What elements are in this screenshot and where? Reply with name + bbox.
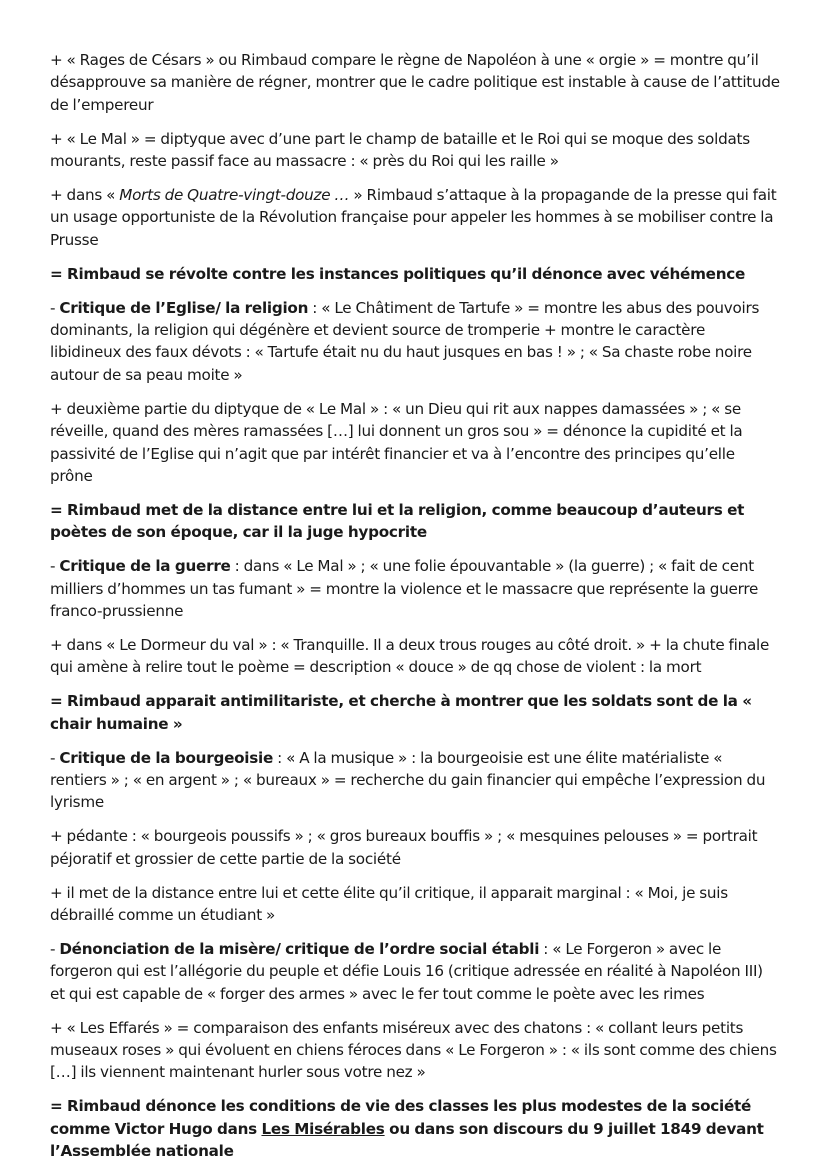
conclusion-text: = Rimbaud met de la distance entre lui et la religion, comme beaucoup d’auteurs et poètes de son époque, car il la juge hypocrite [50, 500, 745, 542]
conclusion-text-after: ou dans son discours du 9 juillet 1849 devant l’Assemblée nationale [50, 1119, 764, 1161]
paragraph-text-after: : dans « Le Mal » ; « une folie épouvantable » (la guerre) ; « fait de cent milliers d’hommes un tas fumant » = montre la violence et le massacre que représente la guerre franco-prussienne [50, 557, 759, 621]
paragraph-rages-de-cesars [50, 49, 780, 116]
conclusion-religion [50, 499, 780, 544]
paragraph-dormeur-du-val [50, 634, 780, 679]
paragraph-morts-de-92 [50, 184, 780, 251]
paragraph-critique-religion [50, 297, 780, 387]
document-page [50, 49, 780, 1174]
paragraph-text: + il met de la distance entre lui et cette élite qu’il critique, il apparait marginal : « Moi, je suis débraillé comme un étudiant » [50, 883, 728, 924]
conclusion-politique [50, 263, 780, 285]
paragraph-le-mal-dieu [50, 398, 780, 488]
conclusion-misere [50, 1095, 780, 1162]
paragraph-text-after: : « Le Forgeron » avec le forgeron qui est l’allégorie du peuple et défie Louis 16 (critique adressée en réalité à Napoléon III) et qui est capable de « forger des armes » avec le fer tout comme le poète avec les rimes [50, 939, 763, 1003]
bullet-dash: - [50, 557, 60, 576]
section-heading-misere: Dénonciation de la misère/ critique de l’ordre social établi [59, 939, 540, 958]
conclusion-text: = Rimbaud apparait antimilitariste, et cherche à montrer que les soldats sont de la « chair humaine » [50, 692, 752, 733]
paragraph-text: + pédante : « bourgeois poussifs » ; « gros bureaux bouffis » ; « mesquines pelouses » = portrait péjoratif et grossier de cette partie de la société [50, 827, 758, 868]
conclusion-guerre [50, 690, 780, 735]
paragraph-text: + « Le Mal » = diptyque avec d’une part le champ de bataille et le Roi qui se moque des soldats mourants, reste passif face au massacre : « près du Roi qui les raille » [50, 129, 750, 171]
paragraph-marginal [50, 882, 780, 927]
paragraph-le-mal-roi [50, 128, 780, 173]
paragraph-les-effares [50, 1017, 780, 1084]
paragraph-text-after: » Rimbaud s’attaque à la propagande de la presse qui fait un usage opportuniste de la Révolution française pour appeler les hommes à se mobiliser contre la Prusse [50, 186, 777, 249]
paragraph-pedante [50, 825, 780, 870]
bullet-dash: - [50, 939, 60, 958]
conclusion-text: = Rimbaud se révolte contre les instances politiques qu’il dénonce avec véhémence [50, 264, 746, 283]
bullet-dash: - [50, 298, 60, 317]
paragraph-text: + « Les Effarés » = comparaison des enfants miséreux avec des chatons : « collant leurs petits museaux roses » qui évoluent en chiens féroces dans « Le Forgeron » : « ils sont comme des chiens […] ils viennent maintenant hurler sous votre nez » [50, 1018, 777, 1082]
paragraph-text: + deuxième partie du diptyque de « Le Mal » : « un Dieu qui rit aux nappes damassées » ; « se réveille, quand des mères ramassées […] lui donnent un gros sou » = dénonce la cupidité et la passivité de l’Eglise qui n’agit que par intérêt financier et va à l’encontre des principes qu’elle prône [50, 399, 743, 485]
section-heading-religion: Critique de l’Eglise/ la religion [59, 298, 309, 317]
conclusion-text-before: = Rimbaud dénonce les conditions de vie des classes les plus modestes de la société comme Victor Hugo dans [50, 1097, 752, 1138]
paragraph-text-before: + dans « [50, 186, 120, 205]
paragraph-denonciation-misere [50, 938, 780, 1005]
section-heading-bourgeoisie: Critique de la bourgeoisie [59, 748, 274, 767]
poem-title-italic: Morts de Quatre-vingt-douze … [119, 186, 350, 205]
paragraph-text-after: : « A la musique » : la bourgeoisie est une élite matérialiste « rentiers » ; « en argent » ; « bureaux » = recherche du gain financier qui empêche l’expression du lyrisme [50, 748, 766, 812]
section-heading-guerre: Critique de la guerre [59, 557, 231, 576]
paragraph-critique-guerre [50, 555, 780, 622]
paragraph-critique-bourgeoisie [50, 747, 780, 814]
bullet-dash: - [50, 748, 60, 767]
paragraph-text: + « Rages de Césars » ou Rimbaud compare le règne de Napoléon à une « orgie » = montre qu’il désapprouve sa manière de régner, montrer que le cadre politique est instable à cause de l’attitude de l’empereur [50, 51, 780, 114]
paragraph-text-after: : « Le Châtiment de Tartufe » = montre les abus des pouvoirs dominants, la religion qui dégénère et devient source de tromperie + montre le caractère libidineux des faux dévots : « Tartufe était nu du haut jusques en bas ! » ; « Sa chaste robe noire autour de sa peau moite » [50, 298, 760, 384]
book-title-les-miserables: Les Misérables [261, 1119, 385, 1138]
paragraph-text: + dans « Le Dormeur du val » : « Tranquille. Il a deux trous rouges au côté droit. » + la chute finale qui amène à relire tout le poème = description « douce » de qq chose de violent : la mort [50, 635, 770, 677]
